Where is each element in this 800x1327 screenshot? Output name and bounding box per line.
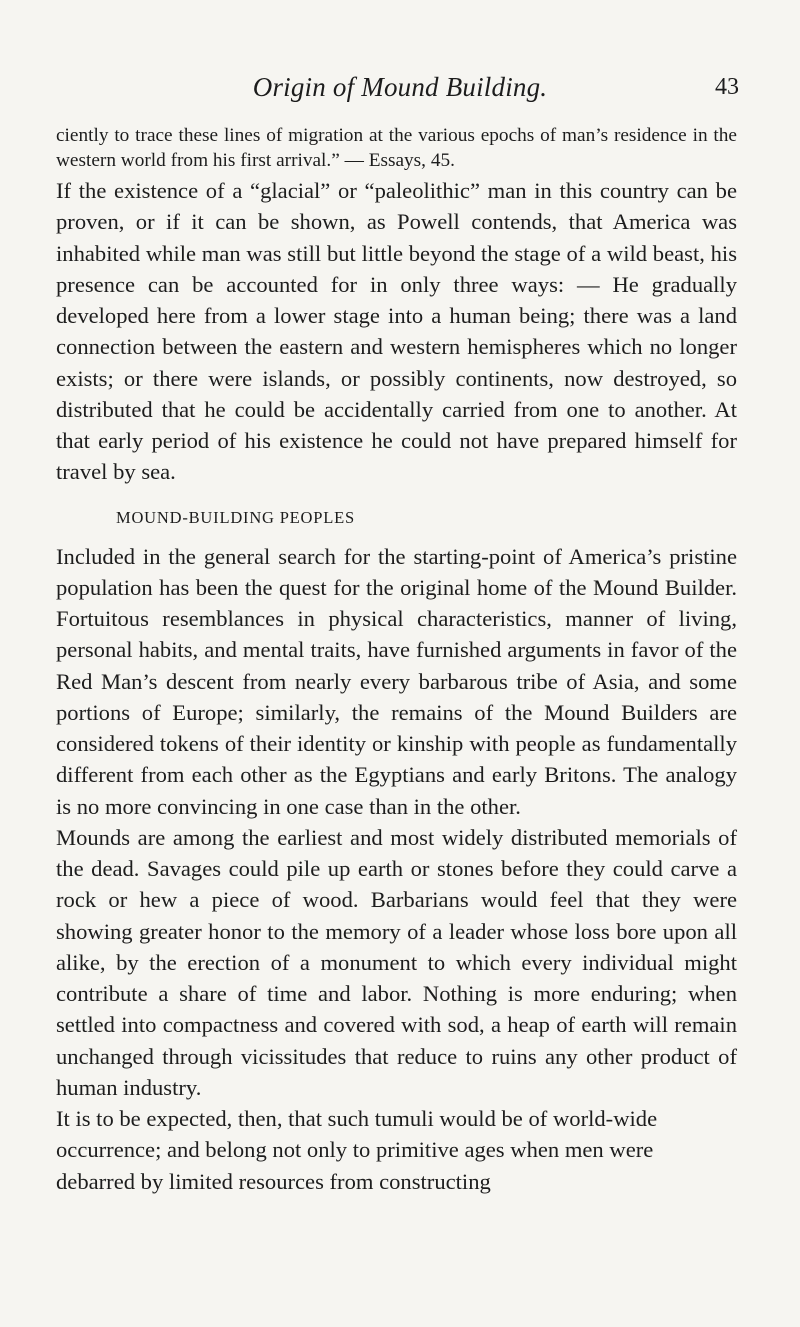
paragraph-tumuli-occurrence: It is to be expected, then, that such tumuli would be of world-wide occurrence; and belong not only to primitive ages when men were debarred by limited resources from constructing	[56, 1106, 658, 1194]
quote-continuation	[56, 123, 737, 173]
paragraph-mounds-memorials: Mounds are among the earliest and most widely distributed memorials of the dead. Savages could pile up earth or stones before they could carve a rock or hew a piece of wood. Barbarians would feel that they were showing greater honor to the memory of a leader whose loss bore upon all alike, by the erection of a monument to which every individual might contribute a share of time and labor. Nothing is more enduring; when settled into compactness and covered with sod, a heap of earth will remain unchanged through vicissitudes that reduce to ruins any other product of human industry.	[56, 824, 737, 1100]
running-head	[0, 72, 800, 108]
running-title: Origin of Mound Building.	[252, 72, 548, 102]
section-heading: MOUND-BUILDING PEOPLES	[116, 507, 355, 527]
paragraph-glacial-man: If the existence of a “glacial” or “paleolithic” man in this country can be proven, or if it can be shown, as Powell contends, that America was inhabited while man was still but little beyond the stage of a wild beast, his presence can be accounted for in only three ways: — He gradually developed here from a lower stage into a human being; there was a land connection between the eastern and western hemispheres which no longer exists; or there were islands, or possibly continents, now destroyed, so distributed that he could be accidentally carried from one to another. At that early period of his existence he could not have prepared himself for travel by sea.	[56, 178, 737, 485]
page-number: 43	[715, 74, 739, 100]
main-text	[56, 175, 737, 1197]
paragraph-mound-builder-origin: Included in the general search for the starting-point of America’s pristine population has been the quest for the original home of the Mound Builder. Fortuitous resemblances in physical characteristics, manner of living, personal habits, and mental traits, have furnished arguments in favor of the Red Man’s descent from nearly every barbarous tribe of Asia, and some portions of Europe; similarly, the remains of the Mound Builders are considered tokens of their identity or kinship with people as fundamentally different from each other as the Egyptians and early Britons. The analogy is no more convincing in one case than in the other.	[56, 543, 737, 819]
quote-ending-text: ciently to trace these lines of migration at the various epochs of man’s residence in the western world from his first arrival.” — Essays, 45.	[56, 125, 737, 171]
